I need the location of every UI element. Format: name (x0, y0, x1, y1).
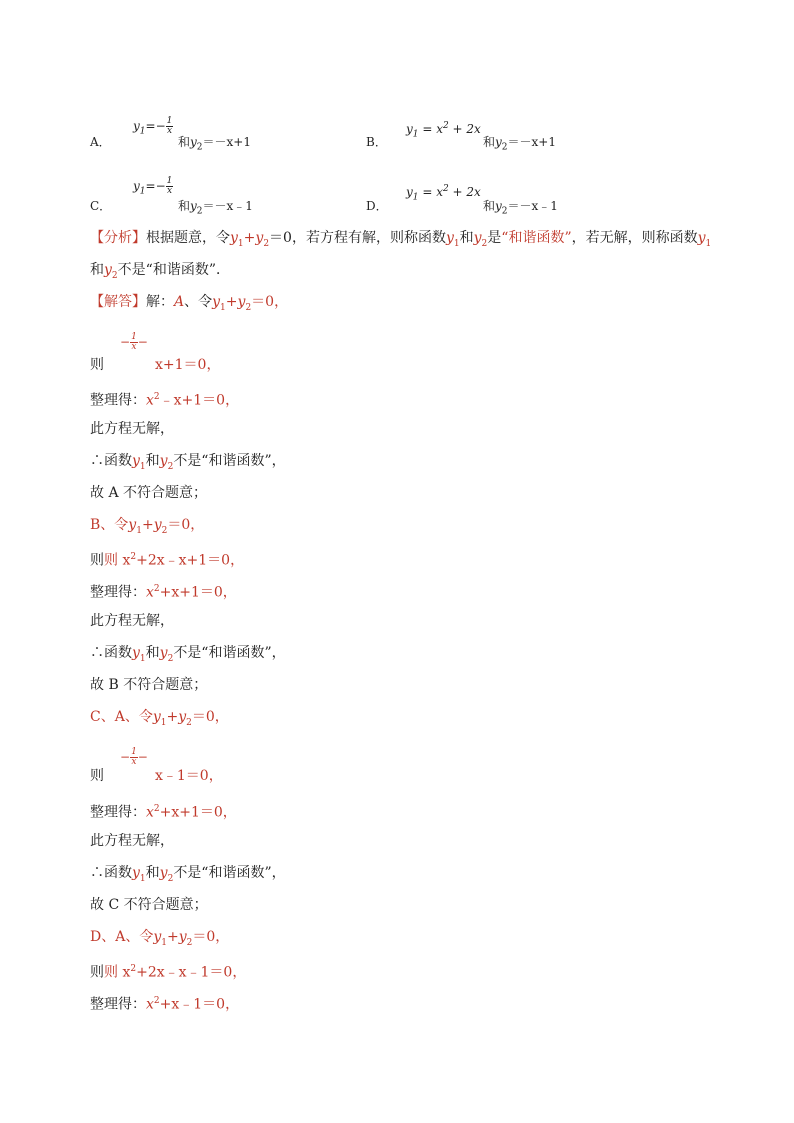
d-then: 则则 $x^2+2x﹣x﹣1=0$， (90, 964, 247, 981)
c-conclusion: 故 C 不符合题意； (90, 897, 208, 913)
c-eq-line: x﹣1＝0， (155, 768, 223, 784)
option-d-eq1: $y_1 = x^2 + 2x$ (406, 184, 481, 203)
option-b-eq2: 和$y_2=-x+1$ (483, 135, 556, 153)
b-no-solution: 此方程无解， (90, 613, 174, 629)
c-fraction: − $\frac{1}{x}$ − (120, 747, 148, 767)
option-a-eq1: $y_1=-$ $\frac{1}{x}$ (133, 116, 173, 137)
a-conclusion: 故 A 不符合题意； (90, 485, 208, 501)
option-d-eq2: 和$y_2=-x﹣1$ (483, 199, 558, 217)
a-therefore: ∴函数$y_1$和$y_2$不是“和谐函数”， (90, 453, 286, 472)
option-a-fraction: $\frac{1}{x}$ (166, 116, 173, 136)
a-fraction: − $\frac{1}{x}$ − (120, 332, 148, 352)
b-simplify: 整理得：$x^2+x+1=0$， (90, 584, 237, 601)
option-b-eq1: $y_1 = x^2 + 2x$ (406, 121, 481, 140)
b-therefore: ∴函数$y_1$和$y_2$不是“和谐函数”， (90, 645, 286, 664)
b-then: 则则 $x^2+2x﹣x+1=0$， (90, 552, 245, 569)
option-c-letter: C． (90, 199, 112, 213)
option-b-letter: B． (366, 135, 387, 149)
c-then-line: 则 (90, 768, 104, 784)
analysis-line-1: 【分析】根据题意，令$y_1+y_2=0$，若方程有解，则称函数$y_1$和$y_2$是“和谐函数”，若无解，则称函数$y_1$ (90, 230, 712, 249)
a-simplify-line: 整理得：$x^2﹣x+1=0$， (90, 392, 240, 409)
c-therefore: ∴函数$y_1$和$y_2$不是“和谐函数”， (90, 865, 286, 884)
option-c-eq1: $y_1=-$ $\frac{1}{x}$ (133, 176, 173, 197)
d-head: D、A、令$y_1+y_2=0$， (90, 929, 230, 948)
option-c-fraction: $\frac{1}{x}$ (166, 176, 173, 196)
a-eq-line: x+1＝0， (155, 357, 221, 373)
c-head: C、A、令$y_1+y_2=0$， (90, 709, 229, 728)
a-then-line: 则 (90, 357, 104, 373)
option-c-eq2: 和$y_2=-x﹣1$ (178, 199, 253, 217)
option-d-letter: D． (366, 199, 388, 213)
c-simplify: 整理得：$x^2+x+1=0$， (90, 804, 237, 821)
a-no-solution: 此方程无解， (90, 421, 174, 437)
b-head: B、令$y_1+y_2=0$， (90, 517, 205, 536)
b-conclusion: 故 B 不符合题意； (90, 677, 208, 693)
answer-line-1: 【解答】解：A、令$y_1+y_2=0$， (90, 294, 289, 313)
d-simplify: 整理得：$x^2+x﹣1=0$， (90, 996, 240, 1013)
analysis-line-2: 和$y_2$不是“和谐函数”． (90, 262, 230, 281)
option-a-letter: A． (90, 135, 111, 149)
option-a-eq2: 和$y_2=-x+1$ (178, 135, 251, 153)
c-no-solution: 此方程无解， (90, 833, 174, 849)
